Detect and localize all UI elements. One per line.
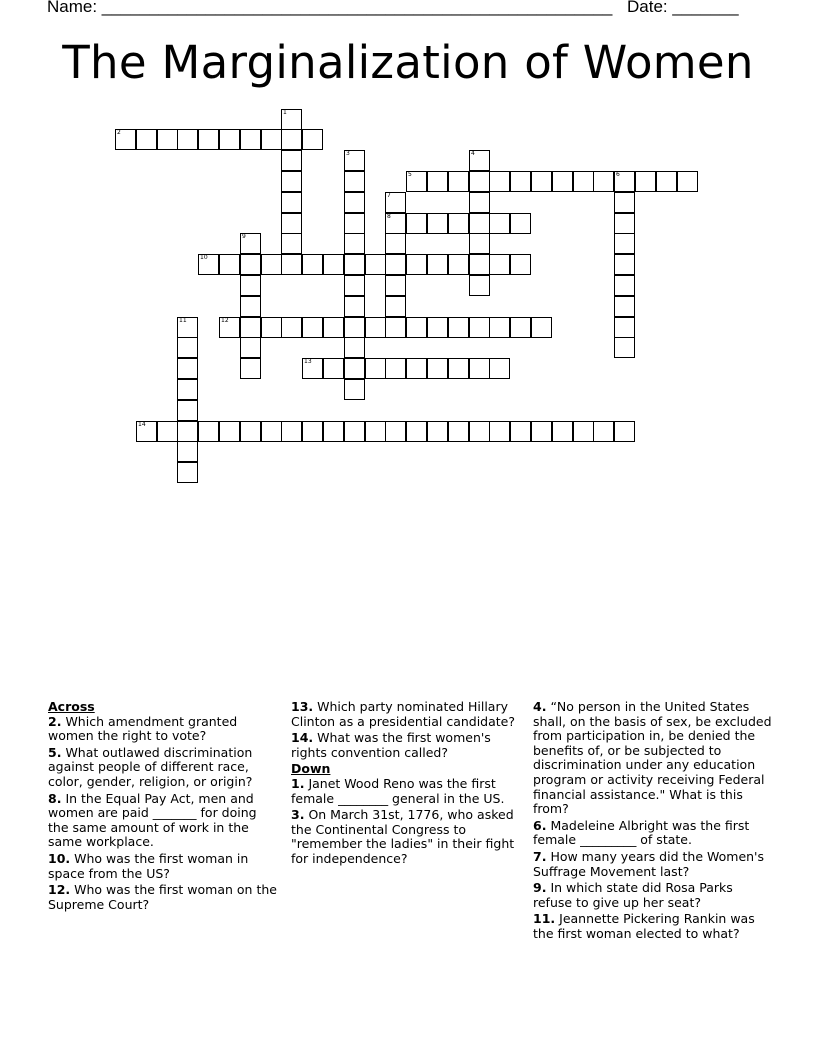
crossword-cell[interactable] bbox=[489, 213, 510, 234]
crossword-cell[interactable] bbox=[344, 296, 365, 317]
crossword-cell[interactable] bbox=[448, 358, 469, 379]
crossword-cell[interactable] bbox=[427, 213, 448, 234]
clue-across-2: 2. Which amendment granted women the right to vote? bbox=[48, 713, 238, 744]
crossword-cell[interactable] bbox=[469, 192, 490, 213]
crossword-cell[interactable] bbox=[365, 358, 386, 379]
crossword-cell[interactable] bbox=[406, 421, 427, 442]
crossword-cell[interactable] bbox=[552, 171, 573, 192]
crossword-cell[interactable] bbox=[281, 150, 302, 171]
clue-number: 13 bbox=[304, 358, 312, 365]
crossword-cell[interactable] bbox=[531, 421, 552, 442]
clue-down-6: 6. Madeleine Albright was the first female _________ of state. bbox=[533, 817, 750, 848]
clue-across-12: 12. Who was the first woman on the Supreme Court? bbox=[48, 882, 277, 912]
crossword-cell[interactable] bbox=[281, 171, 302, 192]
crossword-cell[interactable] bbox=[469, 233, 490, 254]
crossword-cell[interactable] bbox=[406, 358, 427, 379]
crossword-cell[interactable] bbox=[614, 171, 635, 192]
crossword-cell[interactable] bbox=[469, 317, 490, 338]
crossword-cell[interactable] bbox=[240, 129, 261, 150]
crossword-cell[interactable] bbox=[385, 296, 406, 317]
crossword-cell[interactable] bbox=[531, 317, 552, 338]
crossword-cell[interactable] bbox=[469, 213, 490, 234]
crossword-cell[interactable] bbox=[406, 317, 427, 338]
clue-number: 11 bbox=[179, 317, 187, 324]
crossword-cell[interactable] bbox=[656, 171, 677, 192]
page-title: The Marginalization of Women bbox=[62, 36, 754, 89]
crossword-cell[interactable] bbox=[469, 150, 490, 171]
crossword-cell[interactable] bbox=[489, 421, 510, 442]
crossword-cell[interactable] bbox=[177, 337, 198, 358]
crossword-cell[interactable] bbox=[344, 233, 365, 254]
crossword-cell[interactable] bbox=[385, 317, 406, 338]
crossword-cell[interactable] bbox=[344, 317, 365, 338]
crossword-cell[interactable] bbox=[385, 358, 406, 379]
crossword-cell[interactable] bbox=[240, 296, 261, 317]
crossword-cell[interactable] bbox=[365, 421, 386, 442]
crossword-cell[interactable] bbox=[198, 129, 219, 150]
crossword-cell[interactable] bbox=[427, 317, 448, 338]
crossword-cell[interactable] bbox=[177, 462, 198, 483]
crossword-cell[interactable] bbox=[240, 254, 261, 275]
crossword-cell[interactable] bbox=[323, 317, 344, 338]
clue-across-13: 13. Which party nominated Hillary Clinton as a presidential candidate? bbox=[291, 699, 516, 729]
crossword-cell[interactable] bbox=[614, 233, 635, 254]
crossword-cell[interactable] bbox=[261, 317, 282, 338]
crossword-cell[interactable] bbox=[344, 337, 365, 358]
crossword-cell[interactable] bbox=[385, 254, 406, 275]
down-heading: Down bbox=[291, 761, 331, 777]
crossword-cell[interactable] bbox=[344, 275, 365, 296]
crossword-cell[interactable] bbox=[115, 129, 136, 150]
crossword-cell[interactable] bbox=[614, 337, 635, 358]
crossword-cell[interactable] bbox=[573, 421, 594, 442]
crossword-cell[interactable] bbox=[427, 421, 448, 442]
crossword-cell[interactable] bbox=[302, 421, 323, 442]
crossword-cell[interactable] bbox=[677, 171, 698, 192]
crossword-cell[interactable] bbox=[177, 421, 198, 442]
crossword-cell[interactable] bbox=[136, 129, 157, 150]
crossword-cell[interactable] bbox=[614, 213, 635, 234]
crossword-cell[interactable] bbox=[219, 317, 240, 338]
crossword-grid bbox=[0, 0, 816, 500]
crossword-cell[interactable] bbox=[531, 171, 552, 192]
clue-down-9: 9. In which state did Rosa Parks refuse to give up her seat? bbox=[533, 880, 733, 910]
clue-number: 2 bbox=[117, 129, 121, 136]
crossword-cell[interactable] bbox=[281, 254, 302, 275]
crossword-cell[interactable] bbox=[385, 213, 406, 234]
crossword-cell[interactable] bbox=[240, 275, 261, 296]
crossword-cell[interactable] bbox=[281, 421, 302, 442]
clue-number: 5 bbox=[408, 171, 412, 178]
clue-number: 3 bbox=[346, 150, 350, 157]
crossword-cell[interactable] bbox=[427, 358, 448, 379]
crossword-cell[interactable] bbox=[323, 421, 344, 442]
crossword-cell[interactable] bbox=[177, 441, 198, 462]
crossword-cell[interactable] bbox=[489, 171, 510, 192]
crossword-cell[interactable] bbox=[614, 296, 635, 317]
clue-number: 8 bbox=[387, 213, 391, 220]
crossword-cell[interactable] bbox=[510, 213, 531, 234]
crossword-cell[interactable] bbox=[427, 254, 448, 275]
clue-number: 9 bbox=[242, 233, 246, 240]
crossword-cell[interactable] bbox=[469, 421, 490, 442]
crossword-cell[interactable] bbox=[344, 150, 365, 171]
crossword-cell[interactable] bbox=[323, 358, 344, 379]
clue-across-5: 5. What outlawed discrimination against people of different race, color, gender, religion, or origin? bbox=[48, 744, 253, 789]
crossword-cell[interactable] bbox=[219, 421, 240, 442]
crossword-cell[interactable] bbox=[614, 192, 635, 213]
crossword-cell[interactable] bbox=[510, 254, 531, 275]
crossword-cell[interactable] bbox=[365, 254, 386, 275]
clue-number: 4 bbox=[471, 150, 475, 157]
crossword-cell[interactable] bbox=[198, 254, 219, 275]
clue-number: 10 bbox=[200, 254, 208, 261]
clue-down-7: 7. How many years did the Women's Suffrage Movement last? bbox=[533, 848, 764, 879]
clue-column-2 bbox=[291, 700, 523, 869]
crossword-cell[interactable] bbox=[157, 421, 178, 442]
clue-number: 6 bbox=[616, 171, 620, 178]
crossword-cell[interactable] bbox=[406, 171, 427, 192]
crossword-cell[interactable] bbox=[385, 421, 406, 442]
crossword-cell[interactable] bbox=[281, 233, 302, 254]
crossword-cell[interactable] bbox=[406, 213, 427, 234]
crossword-cell[interactable] bbox=[635, 171, 656, 192]
crossword-cell[interactable] bbox=[136, 421, 157, 442]
crossword-cell[interactable] bbox=[448, 317, 469, 338]
crossword-cell[interactable] bbox=[593, 421, 614, 442]
crossword-cell[interactable] bbox=[281, 213, 302, 234]
crossword-cell[interactable] bbox=[448, 254, 469, 275]
crossword-cell[interactable] bbox=[510, 171, 531, 192]
crossword-cell[interactable] bbox=[344, 421, 365, 442]
crossword-cell[interactable] bbox=[614, 275, 635, 296]
crossword-cell[interactable] bbox=[261, 129, 282, 150]
crossword-cell[interactable] bbox=[385, 275, 406, 296]
crossword-cell[interactable] bbox=[385, 192, 406, 213]
crossword-cell[interactable] bbox=[448, 171, 469, 192]
crossword-cell[interactable] bbox=[427, 171, 448, 192]
crossword-cell[interactable] bbox=[323, 254, 344, 275]
crossword-cell[interactable] bbox=[489, 358, 510, 379]
crossword-cell[interactable] bbox=[469, 254, 490, 275]
crossword-cell[interactable] bbox=[469, 171, 490, 192]
crossword-cell[interactable] bbox=[261, 421, 282, 442]
crossword-cell[interactable] bbox=[177, 129, 198, 150]
crossword-cell[interactable] bbox=[593, 171, 614, 192]
crossword-cell[interactable] bbox=[385, 233, 406, 254]
clue-across-14: 14. What was the first women's rights convention called? bbox=[291, 730, 491, 760]
name-field-label: Name: ______________________________________________________ bbox=[47, 0, 613, 16]
crossword-cell[interactable] bbox=[344, 379, 365, 400]
crossword-cell[interactable] bbox=[406, 254, 427, 275]
crossword-cell[interactable] bbox=[573, 171, 594, 192]
clue-down-1: 1. Janet Wood Reno was the first female ________ general in the US. bbox=[291, 775, 505, 806]
crossword-cell[interactable] bbox=[281, 109, 302, 130]
crossword-cell[interactable] bbox=[240, 233, 261, 254]
crossword-cell[interactable] bbox=[240, 358, 261, 379]
crossword-cell[interactable] bbox=[510, 317, 531, 338]
crossword-cell[interactable] bbox=[281, 192, 302, 213]
crossword-cell[interactable] bbox=[552, 421, 573, 442]
clue-number: 1 bbox=[283, 109, 287, 116]
crossword-cell[interactable] bbox=[302, 317, 323, 338]
crossword-cell[interactable] bbox=[469, 275, 490, 296]
crossword-cell[interactable] bbox=[219, 129, 240, 150]
crossword-cell[interactable] bbox=[344, 358, 365, 379]
clue-down-4: 4. “No person in the United States shall, on the basis of sex, be excluded from participation in, be denied the benefits of, or be subjected to discrimination under any education program or activity receiving Federal financial assistance." What is this from? bbox=[533, 699, 772, 817]
crossword-cell[interactable] bbox=[614, 317, 635, 338]
crossword-cell[interactable] bbox=[302, 254, 323, 275]
clue-across-8: 8. In the Equal Pay Act, men and women are paid _______ for doing the same amount of work in the same workplace. bbox=[48, 790, 257, 850]
crossword-cell[interactable] bbox=[219, 254, 240, 275]
crossword-cell[interactable] bbox=[302, 358, 323, 379]
clue-down-11: 11. Jeannette Pickering Rankin was the first woman elected to what? bbox=[533, 911, 755, 941]
clue-column-3 bbox=[533, 700, 773, 944]
crossword-cell[interactable] bbox=[510, 421, 531, 442]
across-heading: Across bbox=[48, 699, 95, 714]
crossword-cell[interactable] bbox=[344, 254, 365, 275]
crossword-cell[interactable] bbox=[240, 317, 261, 338]
clue-number: 7 bbox=[387, 192, 391, 199]
clue-number: 12 bbox=[221, 317, 229, 324]
crossword-cell[interactable] bbox=[344, 171, 365, 192]
clue-number: 14 bbox=[138, 421, 146, 428]
clue-down-3: 3. On March 31st, 1776, who asked the Continental Congress to "remember the ladies" in their fight for independence? bbox=[291, 807, 515, 866]
crossword-cell[interactable] bbox=[614, 421, 635, 442]
crossword-cell[interactable] bbox=[177, 400, 198, 421]
crossword-cell[interactable] bbox=[261, 254, 282, 275]
crossword-cell[interactable] bbox=[469, 358, 490, 379]
clue-column-1 bbox=[48, 700, 280, 914]
crossword-cell[interactable] bbox=[281, 129, 302, 150]
crossword-cell[interactable] bbox=[177, 317, 198, 338]
crossword-cell[interactable] bbox=[157, 129, 178, 150]
crossword-cell[interactable] bbox=[177, 379, 198, 400]
crossword-cell[interactable] bbox=[344, 213, 365, 234]
crossword-cell[interactable] bbox=[614, 254, 635, 275]
date-field-label: Date: _______ bbox=[627, 0, 739, 16]
crossword-cell[interactable] bbox=[302, 129, 323, 150]
crossword-cell[interactable] bbox=[240, 421, 261, 442]
crossword-cell[interactable] bbox=[489, 317, 510, 338]
crossword-cell[interactable] bbox=[344, 192, 365, 213]
clue-across-10: 10. Who was the first woman in space from the US? bbox=[48, 850, 249, 881]
crossword-cell[interactable] bbox=[281, 317, 302, 338]
crossword-cell[interactable] bbox=[365, 317, 386, 338]
crossword-cell[interactable] bbox=[448, 421, 469, 442]
crossword-cell[interactable] bbox=[489, 254, 510, 275]
crossword-cell[interactable] bbox=[448, 213, 469, 234]
crossword-cell[interactable] bbox=[198, 421, 219, 442]
crossword-cell[interactable] bbox=[240, 337, 261, 358]
crossword-cell[interactable] bbox=[177, 358, 198, 379]
